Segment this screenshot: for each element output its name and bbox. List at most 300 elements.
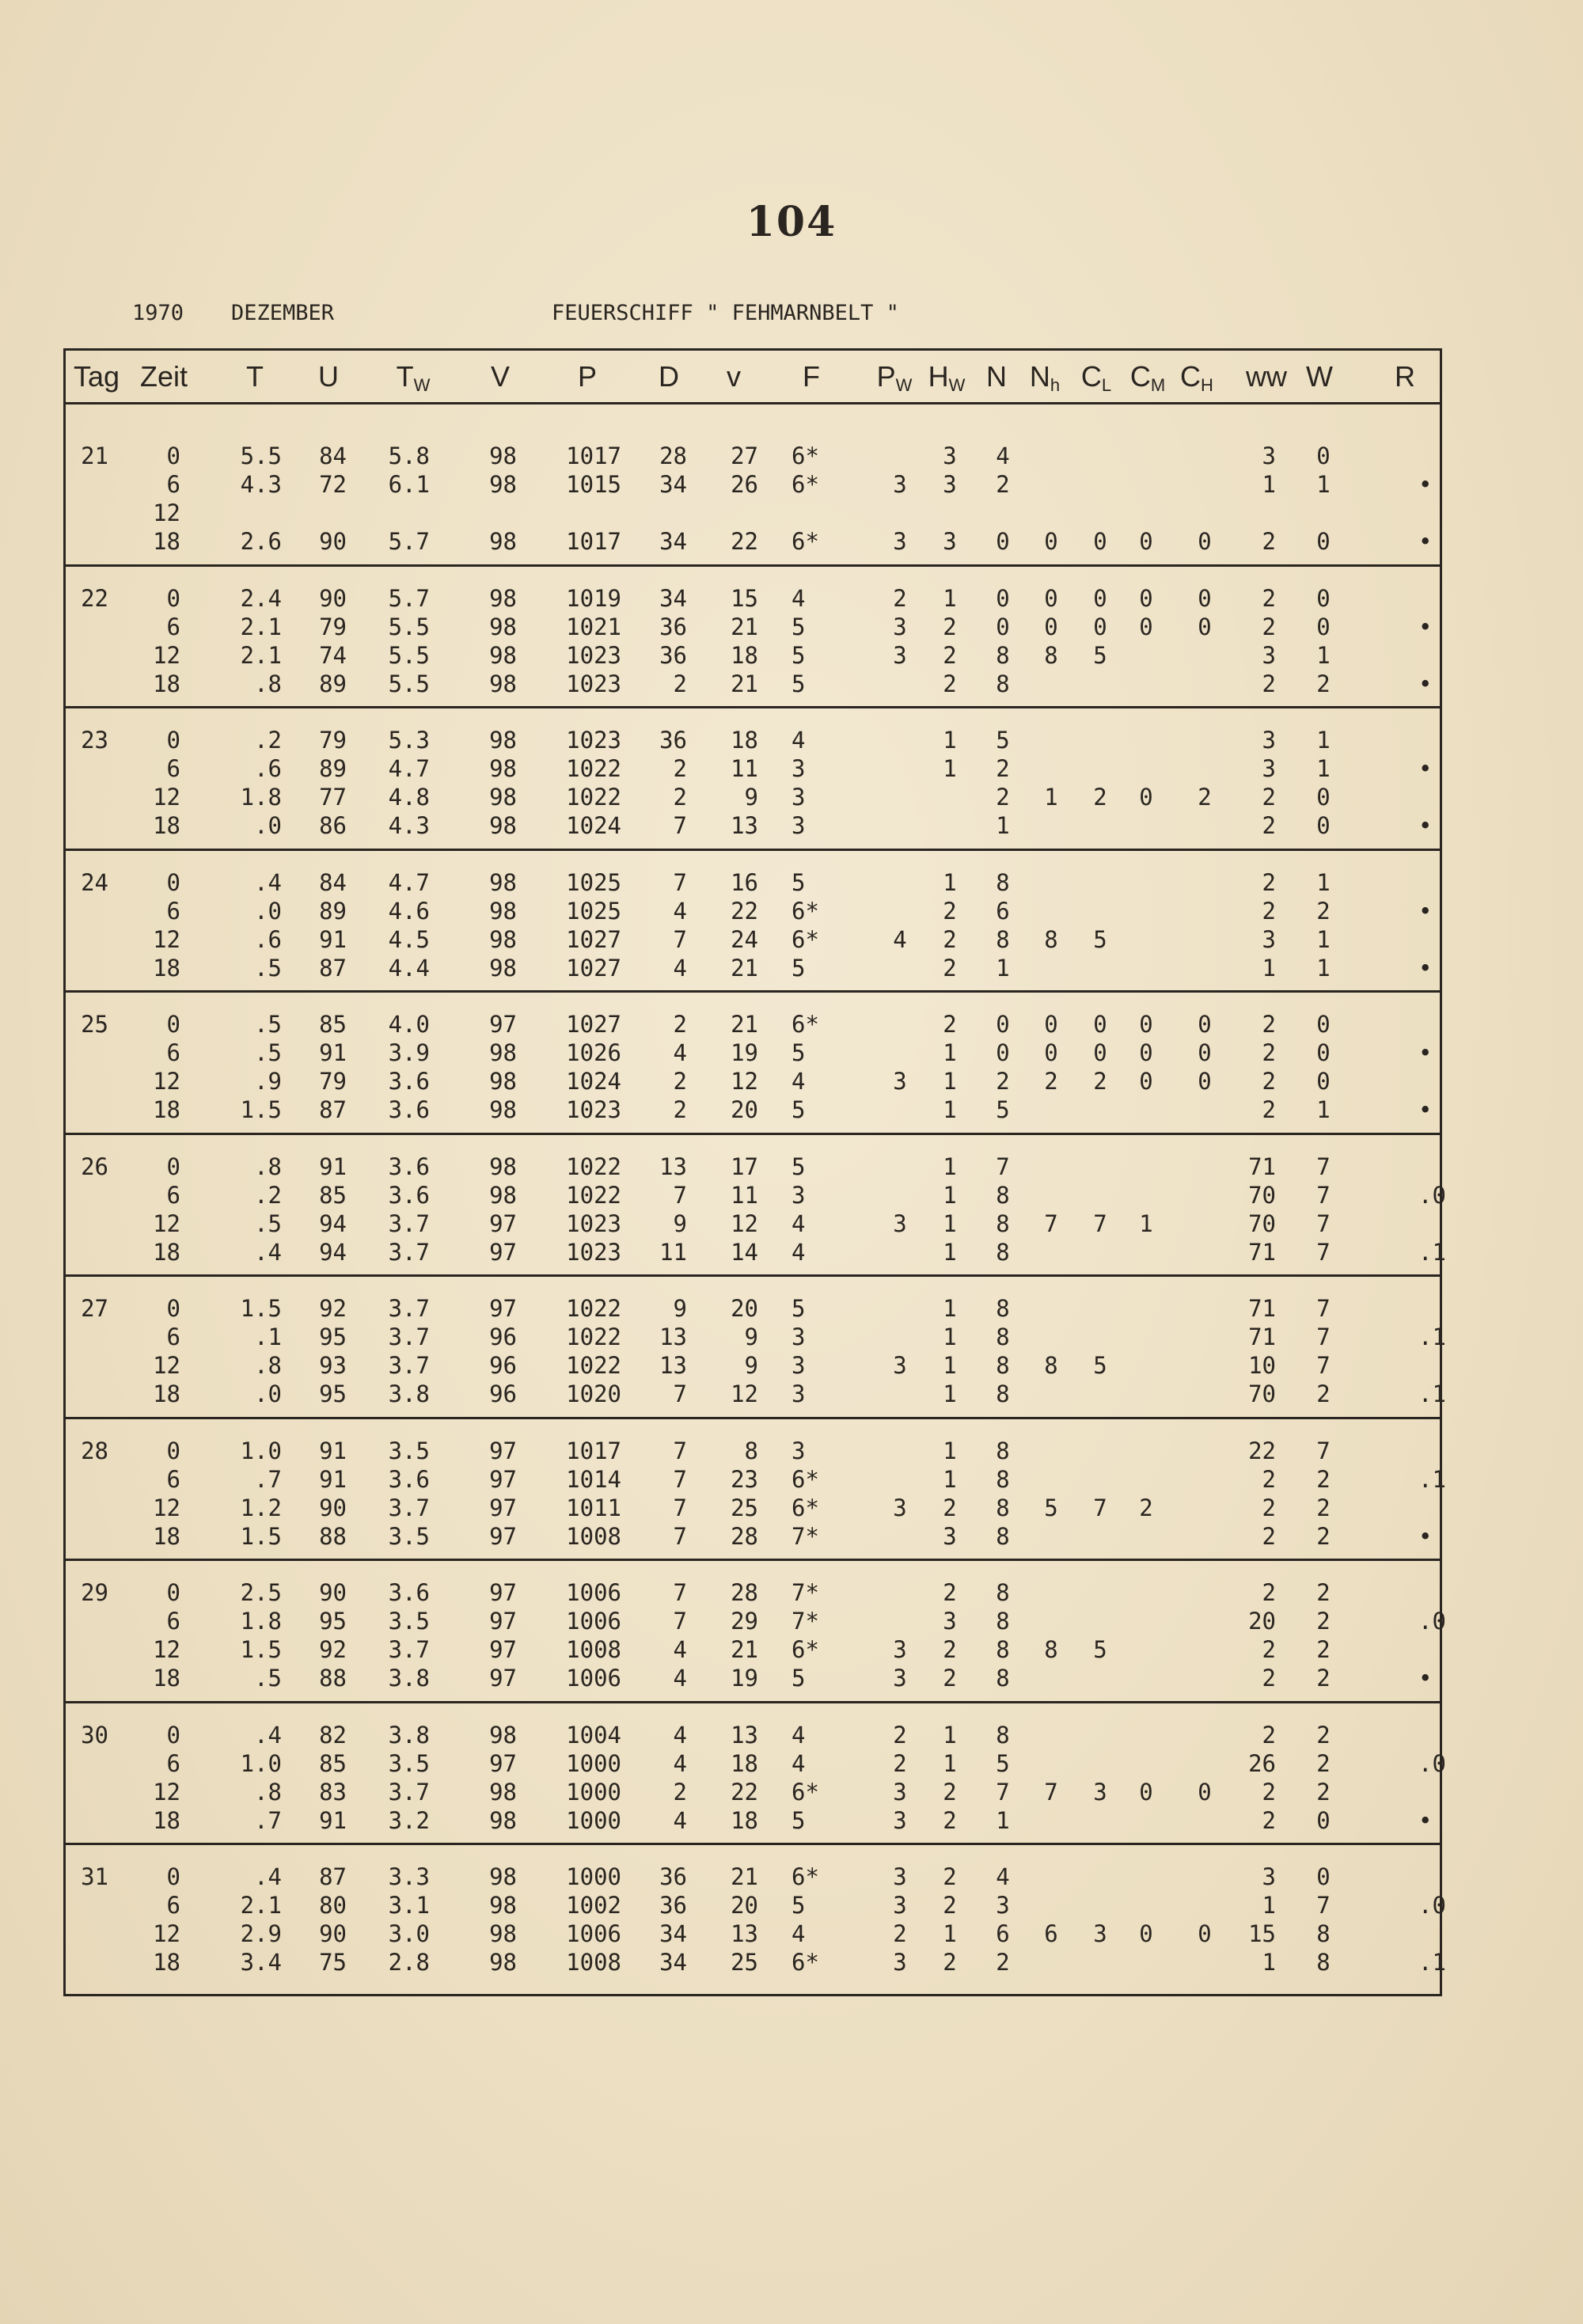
cell-n: 8: [996, 1238, 1010, 1266]
cell-u: 90: [319, 1494, 347, 1521]
cell-cl: 0: [1093, 528, 1107, 555]
cell-u: 89: [319, 897, 347, 925]
cell-v: 98: [489, 528, 517, 555]
cell-n: 0: [996, 613, 1010, 640]
cell-r: •: [1418, 670, 1433, 697]
cell-p: 1006: [566, 1608, 621, 1635]
cell-f: 3: [792, 1437, 806, 1464]
cell-v: 98: [489, 812, 517, 839]
cell-tw: 3.0: [388, 1920, 430, 1947]
cell-v: 18: [731, 1749, 758, 1777]
cell-p: 1017: [566, 1437, 621, 1464]
cell-p: 1022: [566, 1181, 621, 1209]
cell-ch: 0: [1198, 1011, 1212, 1038]
cell-v: 29: [731, 1608, 758, 1635]
cell-nh: 8: [1044, 641, 1058, 669]
cell-ww: 2: [1262, 1494, 1276, 1521]
cell-zeit: 12: [153, 641, 180, 669]
cell-v: 98: [489, 868, 517, 896]
cell-ww: 1: [1262, 954, 1276, 982]
cell-u: 92: [319, 1295, 347, 1322]
cell-hw: 2: [943, 641, 957, 669]
cell-v: 98: [489, 1892, 517, 1919]
cell-r: .1: [1418, 1949, 1446, 1976]
cell-tw: 3.7: [388, 1494, 430, 1521]
cell-t: .2: [254, 727, 282, 754]
cell-tw: 3.7: [388, 1778, 430, 1806]
cell-w: 2: [1316, 1522, 1331, 1550]
cell-w: 2: [1316, 1579, 1331, 1606]
cell-ch: 0: [1198, 528, 1212, 555]
cell-v: 9: [744, 784, 758, 811]
cell-v: 25: [731, 1949, 758, 1976]
table-row: [0, 868, 1583, 897]
cell-hw: 1: [943, 584, 957, 612]
cell-n: 8: [996, 1665, 1010, 1692]
cell-t: .1: [254, 1323, 282, 1350]
cell-n: 2: [996, 755, 1010, 782]
table-row: [0, 1380, 1583, 1408]
cell-u: 87: [319, 954, 347, 982]
cell-v: 98: [489, 1153, 517, 1180]
cell-f: 3: [792, 812, 806, 839]
cell-p: 1004: [566, 1721, 621, 1749]
cell-tw: 5.3: [388, 727, 430, 754]
cell-v: 12: [731, 1380, 758, 1407]
cell-pw: 4: [893, 925, 907, 953]
cell-p: 1008: [566, 1949, 621, 1976]
cell-n: 8: [996, 641, 1010, 669]
day-label: 31: [81, 1863, 108, 1890]
cell-u: 91: [319, 1806, 347, 1834]
cell-w: 8: [1316, 1949, 1331, 1976]
cell-u: 88: [319, 1522, 347, 1550]
cell-tw: 4.6: [388, 897, 430, 925]
cell-w: 7: [1316, 1153, 1331, 1180]
cell-hw: 2: [943, 1665, 957, 1692]
cell-cl: 2: [1093, 784, 1107, 811]
cell-w: 2: [1316, 1465, 1331, 1493]
cell-r: •: [1418, 1039, 1433, 1066]
cell-r: •: [1418, 1522, 1433, 1550]
cell-tw: 3.2: [388, 1806, 430, 1834]
cell-tw: 3.6: [388, 1181, 430, 1209]
cell-cl: 2: [1093, 1068, 1107, 1095]
day-label: 23: [81, 727, 108, 754]
cell-ww: 15: [1248, 1920, 1276, 1947]
cell-d: 4: [673, 1665, 687, 1692]
cell-hw: 2: [943, 613, 957, 640]
cell-hw: 1: [943, 1181, 957, 1209]
cell-w: 2: [1316, 1494, 1331, 1521]
cell-hw: 1: [943, 1068, 957, 1095]
table-row: [0, 1806, 1583, 1835]
cell-n: 0: [996, 1011, 1010, 1038]
cell-u: 94: [319, 1238, 347, 1266]
cell-t: .0: [254, 1380, 282, 1407]
cell-u: 95: [319, 1608, 347, 1635]
day-separator: [63, 1133, 1442, 1135]
cell-hw: 2: [943, 1011, 957, 1038]
cell-w: 0: [1316, 1863, 1331, 1890]
cell-v: 98: [489, 925, 517, 953]
cell-v: 21: [731, 1863, 758, 1890]
cell-n: 6: [996, 897, 1010, 925]
cell-p: 1022: [566, 784, 621, 811]
day-label: 24: [81, 868, 108, 896]
cell-v: 11: [731, 755, 758, 782]
cell-u: 91: [319, 1039, 347, 1066]
cell-tw: 3.7: [388, 1636, 430, 1663]
cell-f: 6*: [792, 897, 819, 925]
cell-w: 1: [1316, 868, 1331, 896]
cell-tw: 4.7: [388, 755, 430, 782]
cell-zeit: 18: [153, 1949, 180, 1976]
cell-w: 7: [1316, 1238, 1331, 1266]
cell-t: 2.6: [240, 528, 282, 555]
day-group-23: [0, 726, 1583, 868]
cell-w: 7: [1316, 1323, 1331, 1350]
cell-d: 4: [673, 1039, 687, 1066]
cell-t: 1.0: [240, 1437, 282, 1464]
cell-f: 4: [792, 1749, 806, 1777]
cell-ch: 0: [1198, 1920, 1212, 1947]
cell-v: 98: [489, 1068, 517, 1095]
cell-nh: 0: [1044, 1011, 1058, 1038]
cell-u: 90: [319, 1920, 347, 1947]
cell-f: 7*: [792, 1522, 819, 1550]
cell-hw: 1: [943, 1380, 957, 1407]
cell-v: 21: [731, 1636, 758, 1663]
cell-hw: 1: [943, 1209, 957, 1237]
table-row: [0, 1209, 1583, 1238]
cell-t: 1.5: [240, 1295, 282, 1322]
table-row: [0, 783, 1583, 811]
cell-cm: 0: [1139, 613, 1153, 640]
cell-hw: 1: [943, 1039, 957, 1066]
cell-u: 86: [319, 812, 347, 839]
cell-p: 1023: [566, 1238, 621, 1266]
cell-u: 79: [319, 727, 347, 754]
cell-ch: 0: [1198, 584, 1212, 612]
table-row: [0, 1664, 1583, 1692]
column-header-label: Tag: [73, 360, 120, 393]
cell-hw: 3: [943, 471, 957, 498]
cell-zeit: 0: [166, 1011, 180, 1038]
cell-nh: 0: [1044, 1039, 1058, 1066]
cell-ww: 2: [1262, 670, 1276, 697]
cell-v: 97: [489, 1579, 517, 1606]
cell-n: 8: [996, 1636, 1010, 1663]
cell-w: 7: [1316, 1892, 1331, 1919]
column-header-label: N: [1029, 360, 1050, 393]
cell-p: 1008: [566, 1522, 621, 1550]
cell-w: 2: [1316, 1749, 1331, 1777]
cell-f: 6*: [792, 925, 819, 953]
cell-zeit: 6: [166, 755, 180, 782]
cell-t: .7: [254, 1806, 282, 1834]
cell-n: 1: [996, 954, 1010, 982]
cell-u: 90: [319, 528, 347, 555]
cell-ww: 70: [1248, 1380, 1276, 1407]
cell-hw: 2: [943, 1636, 957, 1663]
cell-d: 2: [673, 755, 687, 782]
cell-v: 24: [731, 925, 758, 953]
day-group-26: [0, 1153, 1583, 1295]
cell-r: .0: [1418, 1892, 1446, 1919]
cell-d: 2: [673, 1011, 687, 1038]
cell-ww: 20: [1248, 1608, 1276, 1635]
cell-v: 98: [489, 954, 517, 982]
cell-hw: 2: [943, 1863, 957, 1890]
cell-r: •: [1418, 1806, 1433, 1834]
cell-f: 5: [792, 1665, 806, 1692]
cell-w: 0: [1316, 584, 1331, 612]
cell-v: 98: [489, 1949, 517, 1976]
cell-tw: 3.7: [388, 1295, 430, 1322]
cell-f: 5: [792, 613, 806, 640]
cell-n: 8: [996, 1380, 1010, 1407]
cell-f: 5: [792, 1153, 806, 1180]
column-header-label: P: [876, 360, 896, 393]
cell-v: 98: [489, 1181, 517, 1209]
cell-cl: 3: [1093, 1778, 1107, 1806]
cell-r: .0: [1418, 1749, 1446, 1777]
cell-d: 4: [673, 1749, 687, 1777]
cell-pw: 3: [893, 1068, 907, 1095]
cell-ww: 70: [1248, 1181, 1276, 1209]
cell-ww: 2: [1262, 1522, 1276, 1550]
cell-ww: 71: [1248, 1238, 1276, 1266]
cell-d: 7: [673, 868, 687, 896]
cell-u: 95: [319, 1380, 347, 1407]
cell-u: 88: [319, 1665, 347, 1692]
day-group-22: [0, 584, 1583, 727]
cell-v: 22: [731, 897, 758, 925]
cell-pw: 3: [893, 1863, 907, 1890]
cell-r: •: [1418, 528, 1433, 555]
cell-f: 3: [792, 1181, 806, 1209]
cell-d: 9: [673, 1209, 687, 1237]
cell-n: 1: [996, 1806, 1010, 1834]
cell-p: 1017: [566, 528, 621, 555]
cell-v: 25: [731, 1494, 758, 1521]
cell-tw: 3.5: [388, 1437, 430, 1464]
table-row: [0, 1920, 1583, 1948]
cell-ww: 2: [1262, 1039, 1276, 1066]
cell-n: 8: [996, 670, 1010, 697]
cell-v: 97: [489, 1665, 517, 1692]
cell-hw: 2: [943, 670, 957, 697]
column-header-label: U: [318, 360, 339, 393]
cell-v: 21: [731, 670, 758, 697]
cell-v: 97: [489, 1209, 517, 1237]
cell-n: 0: [996, 584, 1010, 612]
cell-ch: 0: [1198, 1039, 1212, 1066]
cell-pw: 3: [893, 1892, 907, 1919]
table-row: [0, 584, 1583, 613]
cell-t: .5: [254, 1209, 282, 1237]
cell-w: 1: [1316, 641, 1331, 669]
cell-r: •: [1418, 1096, 1433, 1123]
day-separator: [63, 990, 1442, 993]
cell-v: 18: [731, 641, 758, 669]
cell-t: .4: [254, 1238, 282, 1266]
cell-v: 98: [489, 897, 517, 925]
cell-ww: 26: [1248, 1749, 1276, 1777]
table-row: [0, 670, 1583, 698]
cell-v: 97: [489, 1749, 517, 1777]
cell-v: 16: [731, 868, 758, 896]
cell-r: •: [1418, 812, 1433, 839]
cell-zeit: 12: [153, 1920, 180, 1947]
cell-f: 6*: [792, 1778, 819, 1806]
cell-p: 1025: [566, 897, 621, 925]
cell-n: 8: [996, 1522, 1010, 1550]
cell-d: 4: [673, 1806, 687, 1834]
cell-tw: 5.8: [388, 442, 430, 469]
table-row: [0, 527, 1583, 556]
day-separator: [63, 1701, 1442, 1703]
table-row: [0, 1039, 1583, 1067]
cell-n: 2: [996, 1949, 1010, 1976]
cell-d: 36: [659, 727, 687, 754]
cell-p: 1027: [566, 954, 621, 982]
cell-p: 1022: [566, 1153, 621, 1180]
cell-hw: 3: [943, 1522, 957, 1550]
cell-d: 7: [673, 1437, 687, 1464]
cell-t: .9: [254, 1068, 282, 1095]
cell-u: 85: [319, 1181, 347, 1209]
cell-v: 98: [489, 641, 517, 669]
cell-hw: 2: [943, 1949, 957, 1976]
cell-w: 7: [1316, 1295, 1331, 1322]
cell-w: 0: [1316, 1039, 1331, 1066]
cell-n: 1: [996, 812, 1010, 839]
cell-d: 7: [673, 925, 687, 953]
table-row: [0, 1749, 1583, 1778]
cell-ww: 3: [1262, 1863, 1276, 1890]
cell-v: 20: [731, 1295, 758, 1322]
cell-zeit: 0: [166, 442, 180, 469]
cell-v: 20: [731, 1096, 758, 1123]
cell-v: 96: [489, 1323, 517, 1350]
cell-u: 93: [319, 1352, 347, 1379]
day-separator: [63, 1417, 1442, 1419]
cell-zeit: 0: [166, 727, 180, 754]
cell-zeit: 6: [166, 1892, 180, 1919]
cell-w: 2: [1316, 670, 1331, 697]
cell-f: 3: [792, 755, 806, 782]
cell-tw: 3.7: [388, 1323, 430, 1350]
day-separator: [63, 849, 1442, 851]
cell-w: 1: [1316, 925, 1331, 953]
cell-d: 7: [673, 1494, 687, 1521]
cell-n: 7: [996, 1778, 1010, 1806]
column-header-label: N: [986, 360, 1007, 393]
cell-d: 13: [659, 1352, 687, 1379]
cell-u: 79: [319, 1068, 347, 1095]
cell-t: 1.5: [240, 1096, 282, 1123]
cell-d: 2: [673, 1096, 687, 1123]
column-header-label: F: [803, 360, 820, 393]
cell-ww: 3: [1262, 727, 1276, 754]
day-group-25: [0, 1010, 1583, 1153]
cell-nh: 0: [1044, 613, 1058, 640]
table-row: [0, 726, 1583, 754]
table-row: [0, 499, 1583, 527]
cell-cl: 5: [1093, 1636, 1107, 1663]
cell-pw: 3: [893, 1665, 907, 1692]
cell-pw: 3: [893, 1949, 907, 1976]
cell-d: 9: [673, 1295, 687, 1322]
cell-v: 97: [489, 1011, 517, 1038]
cell-nh: 0: [1044, 528, 1058, 555]
cell-zeit: 0: [166, 1295, 180, 1322]
cell-hw: 2: [943, 1494, 957, 1521]
cell-v: 23: [731, 1465, 758, 1493]
cell-f: 5: [792, 1096, 806, 1123]
cell-ww: 2: [1262, 1778, 1276, 1806]
cell-hw: 1: [943, 1749, 957, 1777]
cell-hw: 2: [943, 1806, 957, 1834]
cell-zeit: 0: [166, 868, 180, 896]
cell-v: 8: [744, 1437, 758, 1464]
cell-zeit: 18: [153, 1096, 180, 1123]
cell-v: 97: [489, 1522, 517, 1550]
cell-v: 98: [489, 784, 517, 811]
cell-cm: 0: [1139, 1778, 1153, 1806]
cell-ww: 2: [1262, 1011, 1276, 1038]
cell-w: 2: [1316, 897, 1331, 925]
cell-v: 98: [489, 1806, 517, 1834]
cell-w: 2: [1316, 1636, 1331, 1663]
cell-ww: 2: [1262, 812, 1276, 839]
cell-t: 2.1: [240, 1892, 282, 1919]
cell-tw: 3.6: [388, 1579, 430, 1606]
cell-ww: 2: [1262, 1721, 1276, 1749]
cell-ww: 2: [1262, 1806, 1276, 1834]
column-header-subscript: H: [1201, 375, 1213, 395]
table-row: [0, 1465, 1583, 1494]
cell-f: 5: [792, 1892, 806, 1919]
cell-cl: 5: [1093, 641, 1107, 669]
cell-w: 0: [1316, 528, 1331, 555]
cell-tw: 3.6: [388, 1465, 430, 1493]
cell-u: 91: [319, 1465, 347, 1493]
cell-f: 4: [792, 1920, 806, 1947]
cell-tw: 3.7: [388, 1209, 430, 1237]
cell-nh: 8: [1044, 1636, 1058, 1663]
day-group-27: [0, 1294, 1583, 1437]
cell-cm: 0: [1139, 1068, 1153, 1095]
cell-d: 7: [673, 1522, 687, 1550]
cell-pw: 3: [893, 528, 907, 555]
cell-d: 7: [673, 1181, 687, 1209]
cell-nh: 7: [1044, 1778, 1058, 1806]
cell-d: 13: [659, 1153, 687, 1180]
cell-t: 1.0: [240, 1749, 282, 1777]
cell-n: 8: [996, 1181, 1010, 1209]
cell-ww: 2: [1262, 1096, 1276, 1123]
cell-v: 22: [731, 528, 758, 555]
day-separator: [63, 1274, 1442, 1277]
cell-v: 98: [489, 1778, 517, 1806]
cell-n: 2: [996, 471, 1010, 498]
cell-p: 1000: [566, 1863, 621, 1890]
cell-v: 98: [489, 1920, 517, 1947]
table-row: [0, 1578, 1583, 1607]
